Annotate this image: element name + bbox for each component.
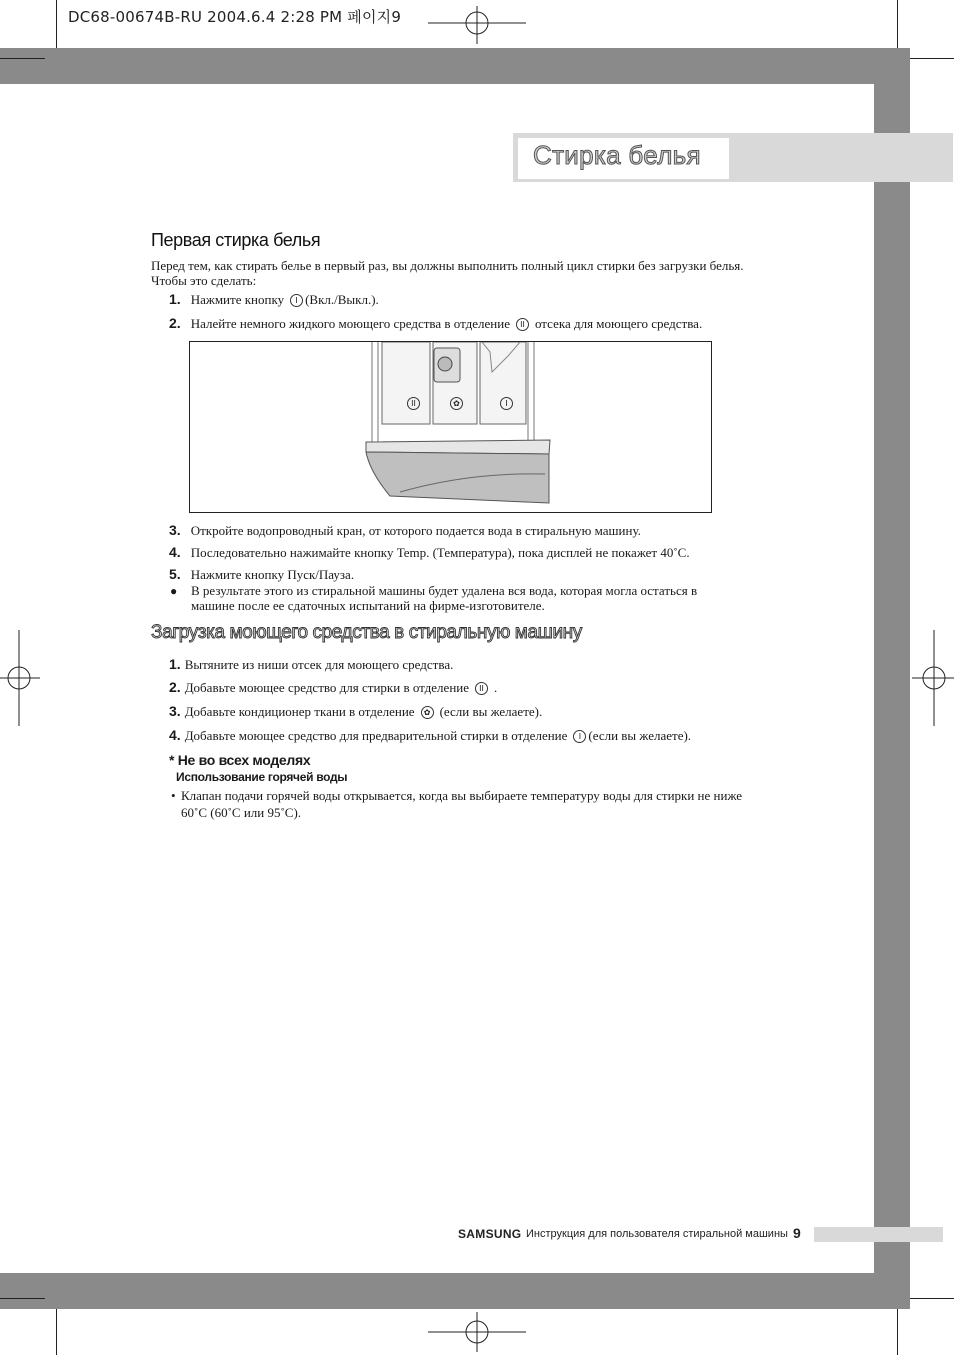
prewash-label-icon: I bbox=[500, 397, 513, 410]
step-text-after: . bbox=[494, 680, 498, 695]
softener-compartment-icon: ✿ bbox=[421, 706, 434, 719]
hot-water-note bbox=[171, 788, 811, 820]
note-line-1: В результате этого из стиральной машины будет удалена вся вода, которая могла остаться в bbox=[191, 583, 698, 598]
detergent-drawer-illustration bbox=[189, 341, 712, 513]
page-number: 9 bbox=[793, 1225, 801, 1241]
first-wash-step-1 bbox=[169, 291, 379, 309]
right-band bbox=[874, 84, 910, 1274]
bullet-icon: ● bbox=[170, 584, 178, 598]
step-text: Нажмите кнопку Пуск/Пауза. bbox=[190, 567, 355, 582]
step-number: 2. bbox=[169, 679, 181, 695]
first-wash-step-2 bbox=[169, 315, 702, 333]
first-wash-heading: Первая стирка белья bbox=[151, 230, 321, 250]
step-text-after: (если вы желаете). bbox=[588, 728, 692, 743]
step-number: 1. bbox=[169, 656, 181, 672]
registration-mark-right bbox=[912, 630, 954, 726]
step-text: Последовательно нажимайте кнопку Temp. (Температура), пока дисплей не покажет 40˚C. bbox=[190, 545, 690, 560]
step-text: Добавьте кондиционер ткани в отделение bbox=[184, 704, 415, 719]
step-text: Вытяните из ниши отсек для моющего средства. bbox=[184, 657, 454, 672]
step-number: 2. bbox=[169, 315, 181, 331]
first-wash-intro-2: Чтобы это сделать: bbox=[151, 273, 257, 288]
detergent-step-2 bbox=[169, 679, 497, 697]
detergent-drawer-drawing bbox=[190, 342, 711, 512]
bullet-icon: • bbox=[171, 788, 176, 803]
detergent-step-4 bbox=[169, 727, 691, 745]
footer-text: Инструкция для пользователя стиральной машины bbox=[526, 1228, 788, 1240]
first-wash-step-3 bbox=[169, 522, 641, 540]
step-text-after: (Вкл./Выкл.). bbox=[305, 292, 379, 307]
step-number: 4. bbox=[169, 544, 181, 560]
softener-label-icon: ✿ bbox=[450, 397, 463, 410]
main-wash-label-icon: II bbox=[407, 397, 420, 410]
section-title: Стирка белья bbox=[533, 140, 701, 170]
step-text: Откройте водопроводный кран, от которого подается вода в стиральную машину. bbox=[190, 523, 641, 538]
prewash-compartment-icon: I bbox=[290, 294, 303, 307]
step-number: 4. bbox=[169, 727, 181, 743]
first-wash-intro-1: Перед тем, как стирать белье в первый раз, вы должны выполнить полный цикл стирки без загрузки белья. bbox=[151, 258, 744, 273]
step-text: Налейте немного жидкого моющего средства в отделение bbox=[190, 316, 510, 331]
print-header: DC68-00674B-RU 2004.6.4 2:28 PM 페이지9 bbox=[68, 8, 402, 26]
step-text-after: (если вы желаете). bbox=[439, 704, 543, 719]
step-number: 5. bbox=[169, 566, 181, 582]
step-number: 3. bbox=[169, 703, 181, 719]
note-line-2: машине после ее сдаточных испытаний на фирме-изготовителе. bbox=[191, 598, 545, 613]
step-text: Добавьте моющее средство для стирки в отделение bbox=[184, 680, 469, 695]
main-wash-compartment-icon: II bbox=[475, 682, 488, 695]
step-text: Добавьте моющее средство для предварительной стирки в отделение bbox=[184, 728, 568, 743]
footer-bar bbox=[814, 1227, 943, 1242]
bottom-band bbox=[0, 1273, 910, 1309]
prewash-compartment-icon: I bbox=[573, 730, 586, 743]
first-wash-note bbox=[169, 583, 769, 613]
hot-water-subtitle: Использование горячей воды bbox=[176, 770, 348, 784]
detergent-step-1 bbox=[169, 656, 453, 674]
registration-mark-bottom bbox=[428, 1312, 526, 1352]
main-wash-compartment-icon: II bbox=[516, 318, 529, 331]
footer-brand-logo: SAMSUNG bbox=[458, 1227, 522, 1241]
step-number: 1. bbox=[169, 291, 181, 307]
top-band bbox=[0, 48, 910, 84]
step-number: 3. bbox=[169, 522, 181, 538]
registration-mark-top bbox=[428, 6, 526, 44]
hot-water-line-1: Клапан подачи горячей воды открывается, когда вы выбираете температуру воды для стирки не ниже bbox=[181, 788, 743, 803]
step-text-after: отсека для моющего средства. bbox=[534, 316, 703, 331]
first-wash-step-4 bbox=[169, 544, 690, 562]
models-note-title: * Не во всех моделях bbox=[169, 752, 311, 768]
detergent-step-3 bbox=[169, 703, 542, 721]
hot-water-line-2: 60˚C (60˚C или 95˚C). bbox=[181, 805, 302, 820]
step-text: Нажмите кнопку bbox=[190, 292, 285, 307]
registration-mark-left bbox=[0, 630, 40, 726]
first-wash-step-5 bbox=[169, 566, 354, 584]
detergent-heading: Загрузка моющего средства в стиральную машину bbox=[151, 622, 582, 643]
